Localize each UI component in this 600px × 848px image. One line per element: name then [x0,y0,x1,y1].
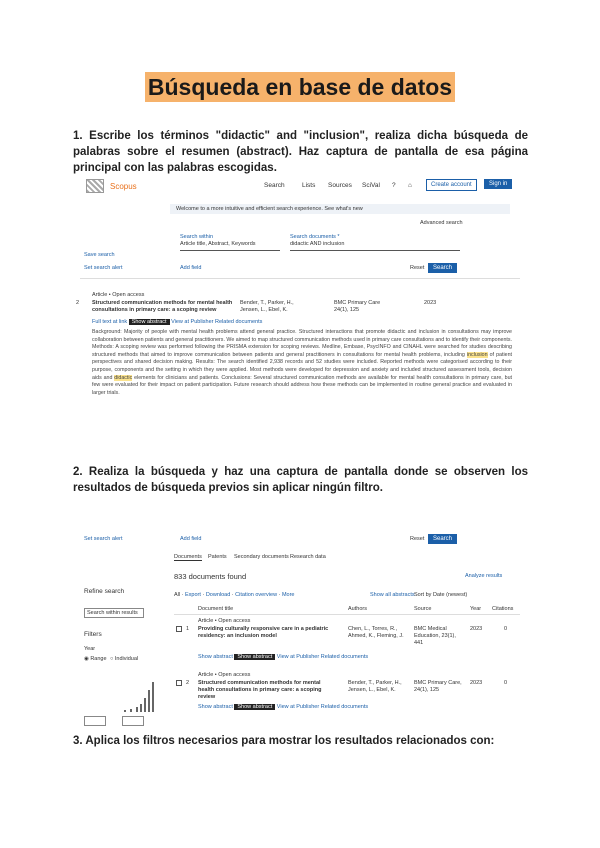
abstract-highlight-2: didactic [114,374,133,381]
hist-bar [144,698,146,712]
range-label: Range [90,656,107,662]
result-type: Article • Open access [92,292,145,298]
search-documents-value: didactic AND inclusion [290,241,345,247]
screenshot-scopus-search [76,176,520,442]
tab-patents[interactable]: Patents [208,554,227,560]
row-index: 1 [186,626,190,632]
info-banner: Welcome to a more intuitive and efficient search experience. See what's new [170,204,510,214]
row-title[interactable]: Providing culturally responsive care in a pediatric residency: an inclusion model [198,626,329,639]
year-histogram[interactable] [84,680,154,712]
hist-bar [130,709,132,712]
question-3: 3. Aplica los filtros necesarios para mostrar los resultados relacionados con: [73,735,495,747]
result-links [92,319,262,325]
question-1: 1. Escribe los términos "didactic" and "inclusion", realiza dicha búsqueda de palabras sobre el resumen (abstract). Haz captura de pantalla de esa página principal con las palabras escogidas. [73,130,528,174]
library-icon[interactable]: ⌂ [408,182,412,189]
more-button[interactable]: More [281,592,295,598]
download-button[interactable]: Download [205,592,231,598]
set-alert-button[interactable]: Set search alert [84,265,123,271]
view-publisher-link[interactable]: View at Publisher [276,654,320,660]
row-checkbox[interactable] [176,626,182,632]
nav-scival[interactable]: SciVal [362,182,380,189]
tab-research-data[interactable]: Research data [290,554,326,560]
related-documents-link[interactable]: Related documents [320,654,369,660]
sign-in-button[interactable]: Sign in [484,179,512,189]
set-alert-button-2[interactable]: Set search alert [84,536,123,542]
row-source[interactable]: BMC Primary Care, 24(1), 125 [414,680,462,693]
sort-select[interactable]: Sort by Date (newest) [414,592,468,598]
abstract-text [92,329,512,397]
row-citations: 0 [504,680,508,686]
row-type: Article • Open access [198,618,251,624]
row-links [198,704,368,710]
nav-sources[interactable]: Sources [328,182,352,189]
results-toolbar: All · Export · Download · Citation overview · More [174,592,295,598]
result-source[interactable]: BMC Primary Care 24(1), 125 [334,300,381,313]
help-icon[interactable]: ? [392,182,396,189]
tab-secondary[interactable]: Secondary documents [234,554,289,560]
search-button[interactable]: Search [428,263,457,273]
add-field-button-2[interactable]: Add field [180,536,202,542]
row-source[interactable]: BMC Medical Education, 23(1), 441 [414,626,456,646]
row-type: Article • Open access [198,672,251,678]
reset-button[interactable]: Reset [410,265,425,271]
add-field-button[interactable]: Add field [180,265,202,271]
year-to-input[interactable] [122,716,144,726]
save-search-button[interactable]: Save search [84,252,115,258]
view-publisher-link[interactable]: View at Publisher [171,319,214,325]
search-within-results-input[interactable]: Search within results [84,608,144,618]
year-from-input[interactable] [84,716,106,726]
hist-bar [136,707,138,712]
col-citations[interactable]: Citations [492,606,514,612]
refine-search-heading: Refine search [84,588,125,595]
page-title: Búsqueda en base de datos [145,72,455,102]
range-radio[interactable]: ◉ Range [84,656,107,662]
result-title[interactable]: Structured communication methods for mental health consultations in primary care: a scoping review [92,300,233,313]
hist-bar [124,710,126,712]
col-title[interactable]: Document title [198,606,234,612]
abstract-link[interactable]: Show abstract [198,704,233,710]
search-within-select[interactable] [180,234,280,251]
abstract-part-3: elements for clinicians and patients. Conclusions: Several structured communication methods are available for mental health consultations in primary care, but few were evaluated for their impact on patient participation. Future research should address how these methods can be implemented in routine general practice and evaluated in larger trials. [92,374,512,396]
search-within-label: Search within [180,234,214,240]
result-year: 2023 [424,300,437,306]
brand-name: Scopus [110,182,137,191]
select-all-checkbox[interactable]: All [174,592,181,598]
search-within-value: Article title, Abstract, Keywords [180,241,256,247]
advanced-search-toggle[interactable]: Advanced search [420,220,463,226]
divider [80,278,520,279]
related-documents-link[interactable]: Related documents [215,319,263,325]
abstract-tag[interactable]: Show abstract [234,654,275,660]
doc-count: 833 documents found [174,572,247,581]
row-year: 2023 [470,626,483,632]
abstract-link[interactable]: Show abstract [198,654,233,660]
abstract-tag[interactable]: Show abstract [129,319,170,325]
reset-button-2[interactable]: Reset [410,536,425,542]
row-checkbox[interactable] [176,680,182,686]
row-links [198,654,368,660]
result-index: 2 [76,300,80,306]
filters-heading: Filters [84,631,102,638]
related-documents-link[interactable]: Related documents [320,704,369,710]
show-all-abstracts-link[interactable]: Show all abstracts [370,592,415,598]
abstract-part-1: Background: Majority of people with mental health problems attend general practice. Structured interactions that promote didactic and inclusion in consultations may improve collaboration between patients and general practitioners. We aimed to map structured communication methods used in primary care consultations and to identify their components. Methods: A scoping review was performed following the PRISMA extension for scoping reviews. Medline, Embase, PsycINFO and CINAHL were searched for studies describing structured methods that aimed to improve communication between patients and general practitioners in consultations for mental health problems, including [92,329,512,358]
search-button-2[interactable]: Search [428,534,457,544]
analyze-results-link[interactable]: Analyze results [465,573,503,579]
year-filter-label: Year [84,646,96,652]
view-publisher-link[interactable]: View at Publisher [276,704,320,710]
question-2: 2. Realiza la búsqueda y haz una captura de pantalla donde se observen los resultados de búsqueda previos sin aplicar ningún filtro. [73,466,528,494]
row-authors[interactable]: Bender, T., Parker, H., Jensen, L., Ebel, K. [348,680,402,693]
tab-documents[interactable]: Documents [174,554,202,560]
create-account-button[interactable]: Create account [426,179,477,191]
search-documents-label: Search documents * [290,234,340,240]
col-source[interactable]: Source [414,606,432,612]
result-authors[interactable]: Bender, T., Parker, H., Jensen, L., Ebel, K. [240,300,294,313]
individual-radio[interactable]: ○ Individual [110,656,139,662]
full-text-link[interactable]: Full text at link [92,319,128,325]
nav-lists[interactable]: Lists [302,182,316,189]
export-button[interactable]: Export [185,592,201,598]
abstract-tag[interactable]: Show abstract [234,704,275,710]
col-authors[interactable]: Authors [348,606,367,612]
hist-bar [152,682,154,712]
row-title[interactable]: Structured communication methods for mental health consultations in primary care: a scoping review [198,680,322,700]
hist-bar [140,704,142,712]
abstract-highlight-1: inclusion [466,351,488,358]
row-index: 2 [186,680,190,686]
screenshot-search-results [80,530,520,725]
individual-label: Individual [114,656,139,662]
col-year[interactable]: Year [470,606,482,612]
divider [174,614,520,615]
citation-overview-button[interactable]: Citation overview [235,592,278,598]
search-documents-input[interactable] [290,234,460,251]
title-wrap [0,72,600,102]
hist-bar [148,690,150,712]
row-year: 2023 [470,680,483,686]
publisher-logo-icon [86,179,104,193]
nav-search[interactable]: Search [264,182,285,189]
row-citations: 0 [504,626,508,632]
abstract-part-2: of patient perspectives and shared decision making. Results: The search identified 2,938 records and 52 studies were included. Reported methods were categorised according to their purpose, components and the setting in which they were applied. Most methods were developed for depression and anxiety and included structured assessment tools, decision aids and [92,351,513,381]
row-authors[interactable]: Chen, L., Torres, R., Ahmed, K., Fleming, J. [348,626,404,639]
